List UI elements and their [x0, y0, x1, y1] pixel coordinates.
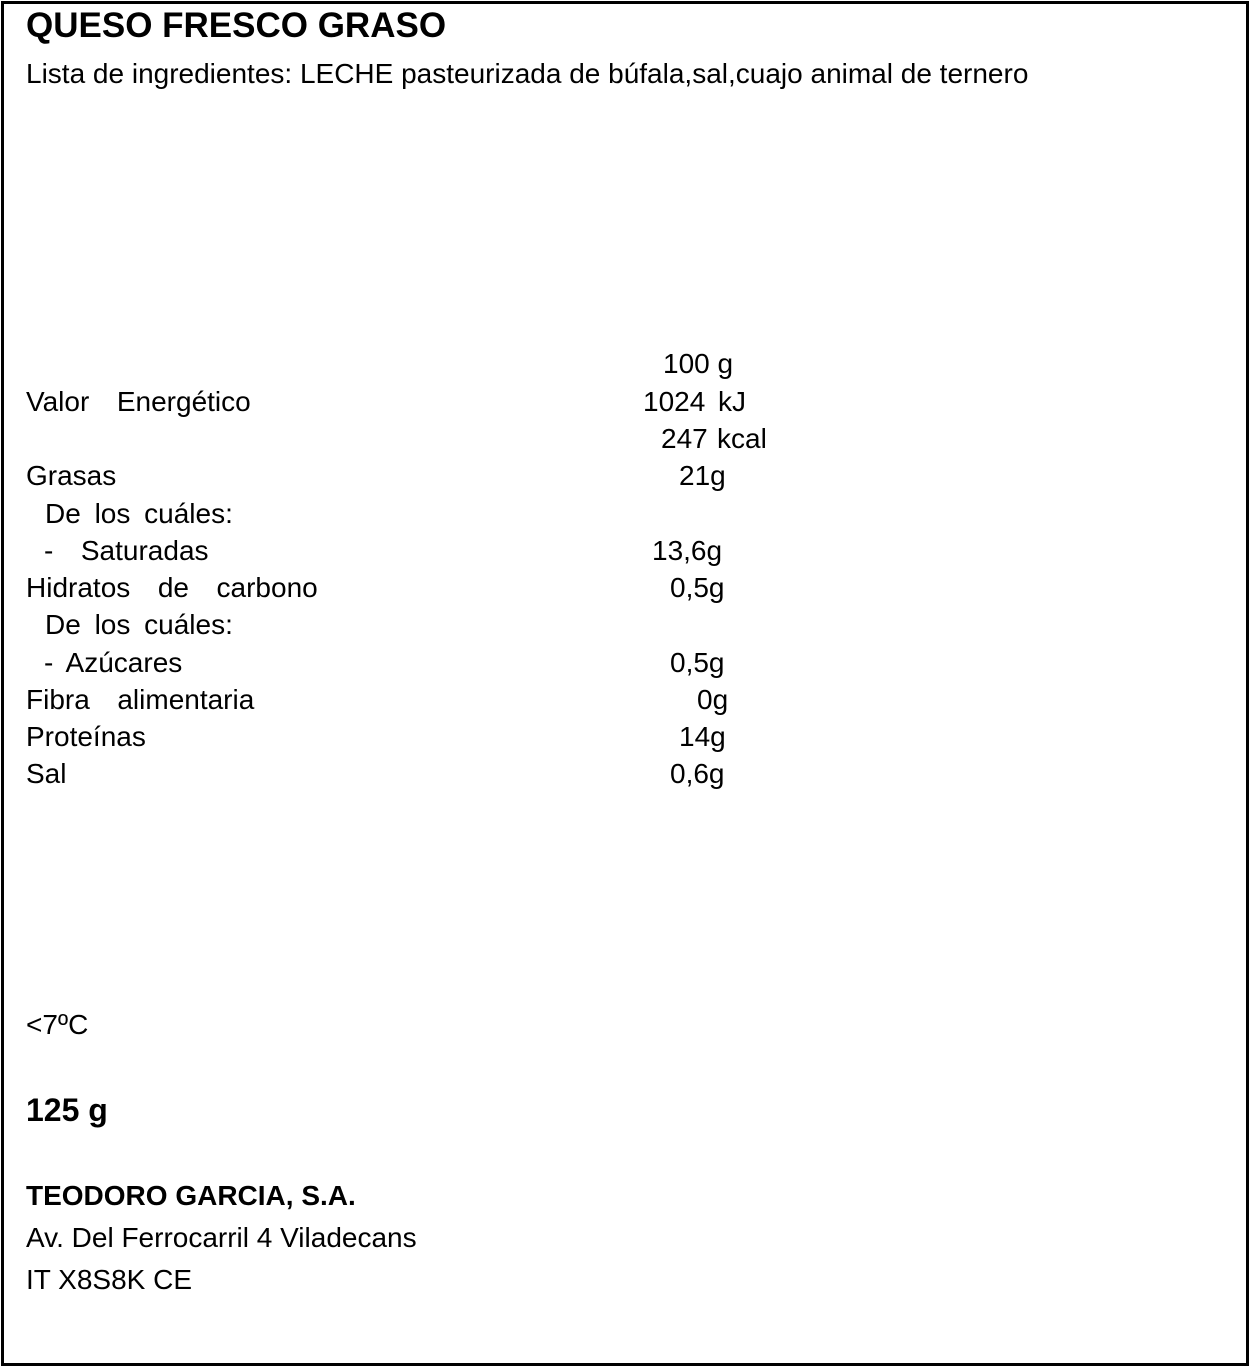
- product-title: QUESO FRESCO GRASO: [26, 6, 447, 45]
- nutrition-row-label: Hidratos de carbono: [26, 572, 318, 603]
- nutrition-row-label: Grasas: [26, 460, 117, 491]
- nutrition-row-label: Proteínas: [26, 721, 146, 752]
- nutrition-column-header: 100 g: [663, 348, 734, 379]
- nutrition-row-value: 21g: [679, 460, 726, 491]
- ingredients-list: Lista de ingredientes: LECHE pasteurizada de búfala,sal,cuajo animal de ternero: [26, 58, 1029, 89]
- nutrition-row-value: 0,6g: [670, 758, 725, 789]
- health-mark-code: IT X8S8K CE: [26, 1264, 193, 1295]
- nutrition-row-label: Fibra alimentaria: [26, 684, 255, 715]
- nutrition-row-value: 0,5g: [670, 572, 725, 603]
- energy-kj-value: 1024: [643, 386, 706, 417]
- nutrition-row-label: - Saturadas: [44, 535, 209, 566]
- nutrition-row-label: - Azúcares: [44, 647, 183, 678]
- energy-label: Valor Energético: [26, 386, 251, 417]
- energy-kcal-value: 247: [661, 423, 708, 454]
- nutrition-row-label: De los cuáles:: [45, 498, 233, 529]
- energy-kj-unit: kJ: [718, 386, 746, 417]
- net-weight: 125 g: [26, 1092, 108, 1128]
- nutrition-row-value: 0,5g: [670, 647, 725, 678]
- energy-kcal-unit: kcal: [717, 423, 767, 454]
- nutrition-row-value: 13,6g: [652, 535, 723, 566]
- manufacturer-address: Av. Del Ferrocarril 4 Viladecans: [26, 1222, 417, 1253]
- nutrition-row-label: De los cuáles:: [45, 609, 233, 640]
- nutrition-row-value: 0g: [697, 684, 729, 715]
- storage-temperature: <7ºC: [26, 1009, 89, 1040]
- manufacturer-name: TEODORO GARCIA, S.A.: [26, 1180, 356, 1211]
- nutrition-row-label: Sal: [26, 758, 67, 789]
- nutrition-row-value: 14g: [679, 721, 726, 752]
